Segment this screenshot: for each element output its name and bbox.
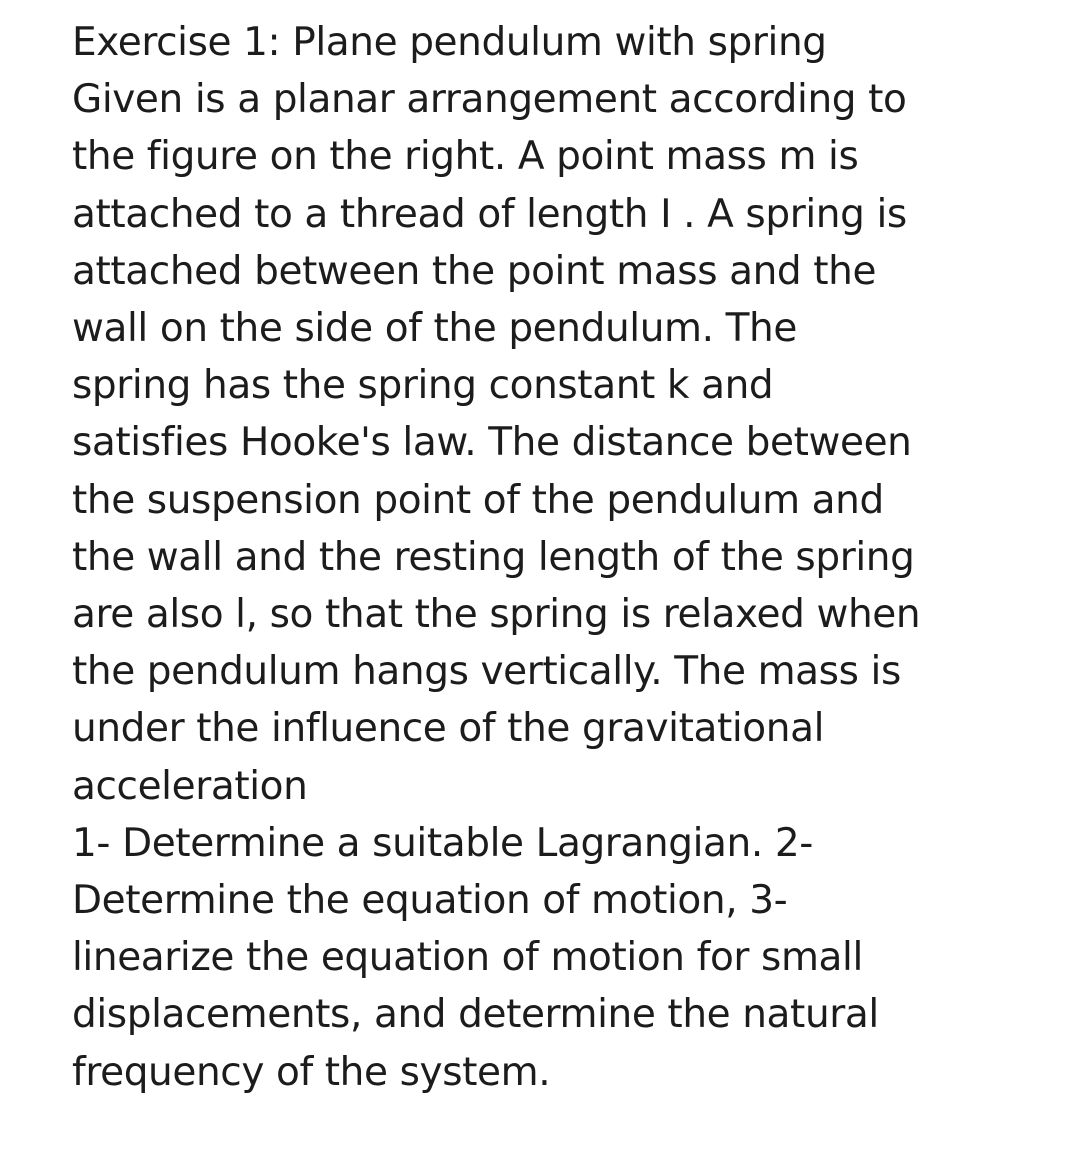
text-line: Given is a planar arrangement according to (72, 77, 907, 123)
text-line: the figure on the right. A point mass m is (72, 134, 859, 180)
task-line: displacements, and determine the natural (72, 992, 879, 1038)
task-line: linearize the equation of motion for small (72, 935, 863, 981)
text-line: acceleration (72, 763, 308, 809)
exercise-text (72, 14, 1032, 1101)
text-line: under the influence of the gravitational (72, 706, 825, 752)
text-line: the suspension point of the pendulum and (72, 477, 884, 523)
text-line: satisfies Hooke's law. The distance between (72, 420, 912, 466)
task-line: Determine the equation of motion, 3- (72, 878, 788, 924)
text-line: spring has the spring constant k and (72, 363, 774, 409)
task-line: 1- Determine a suitable Lagrangian. 2- (72, 820, 813, 866)
text-line: wall on the side of the pendulum. The (72, 306, 797, 352)
text-line: the wall and the resting length of the spring (72, 534, 915, 580)
exercise-title: Exercise 1: Plane pendulum with spring (72, 20, 827, 65)
text-line: the pendulum hangs vertically. The mass is (72, 649, 901, 695)
text-line: attached to a thread of length I . A spring is (72, 191, 907, 237)
task-line: frequency of the system. (72, 1049, 551, 1095)
text-line: attached between the point mass and the (72, 248, 877, 294)
text-line: are also l, so that the spring is relaxed when (72, 592, 921, 638)
